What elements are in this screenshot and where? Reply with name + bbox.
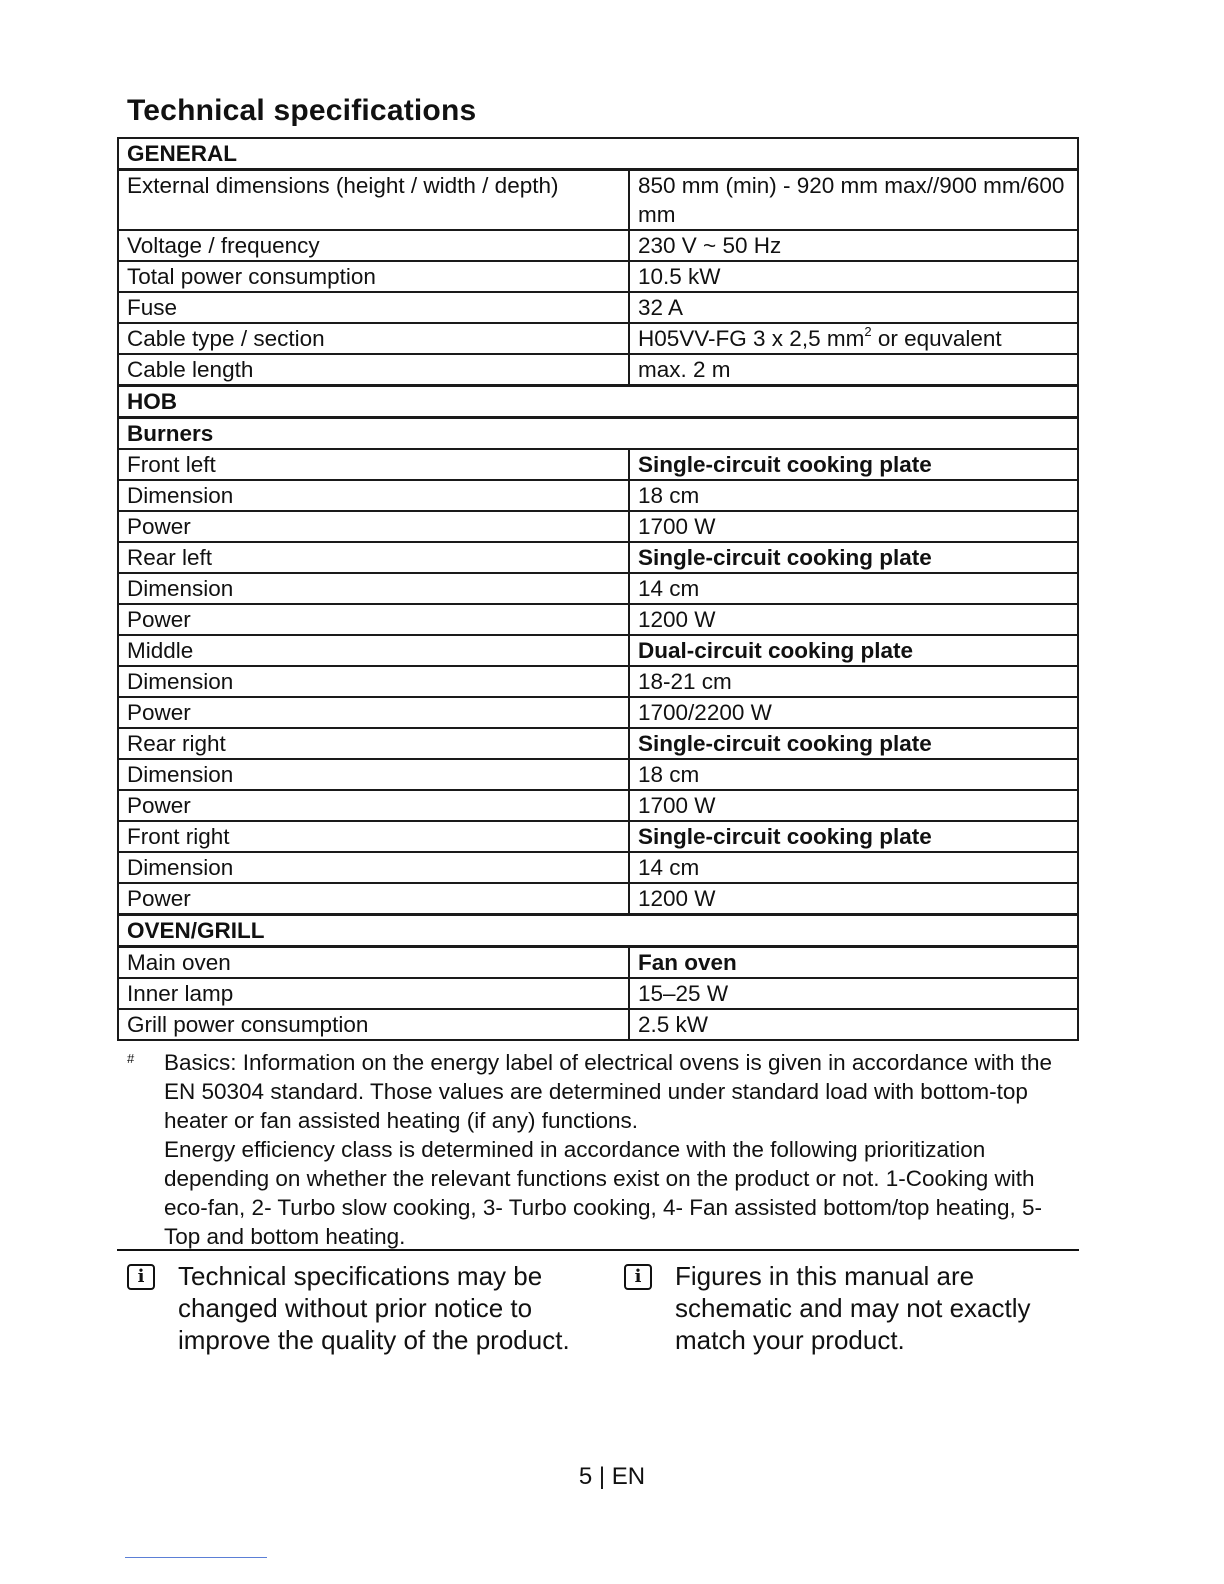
divider <box>117 1249 1079 1251</box>
section-hob <box>118 386 1078 418</box>
cable-type-value: H05VV-FG 3 x 2,5 mm <box>638 326 865 351</box>
row-value: 32 A <box>629 292 1078 323</box>
table-row <box>118 759 1078 790</box>
row-label: Fuse <box>118 292 629 323</box>
row-label: Cable length <box>118 354 629 386</box>
table-row <box>118 292 1078 323</box>
table-row <box>118 1009 1078 1040</box>
table-row <box>118 821 1078 852</box>
section-general <box>118 138 1078 170</box>
row-value: Fan oven <box>629 947 1078 979</box>
table-row <box>118 790 1078 821</box>
subsection-heading: Burners <box>118 418 1078 450</box>
subsection-burners <box>118 418 1078 450</box>
table-row <box>118 449 1078 480</box>
row-label: Power <box>118 790 629 821</box>
row-label: Power <box>118 883 629 915</box>
row-label: Grill power consumption <box>118 1009 629 1040</box>
row-value: 14 cm <box>629 852 1078 883</box>
table-row <box>118 978 1078 1009</box>
row-label: Front right <box>118 821 629 852</box>
section-oven <box>118 915 1078 947</box>
table-row <box>118 511 1078 542</box>
footnote-paragraph: Energy efficiency class is determined in accordance with the following prioritization depending on whether the relevant functions exist on the product or not. 1-Cooking with eco-fan, 2- Turbo slow cooking, 3- Turbo cooking, 4- Fan assisted bottom/top heating, 5-Top and bottom heating. <box>164 1137 1042 1249</box>
row-value: 18 cm <box>629 759 1078 790</box>
table-row <box>118 666 1078 697</box>
footnote-mark: # <box>127 1051 135 1066</box>
page-title: Technical specifications <box>127 94 477 127</box>
note-left <box>127 1260 572 1356</box>
section-heading: OVEN/GRILL <box>118 915 1078 947</box>
row-value: 230 V ~ 50 Hz <box>629 230 1078 261</box>
row-label: Rear left <box>118 542 629 573</box>
row-label: Voltage / frequency <box>118 230 629 261</box>
row-value: 1700 W <box>629 790 1078 821</box>
table-row <box>118 604 1078 635</box>
table-row <box>118 261 1078 292</box>
section-heading: GENERAL <box>118 138 1078 170</box>
row-value: 15–25 W <box>629 978 1078 1009</box>
row-value: 18-21 cm <box>629 666 1078 697</box>
info-icon: i <box>624 1264 652 1290</box>
row-value: 1200 W <box>629 604 1078 635</box>
row-value: 14 cm <box>629 573 1078 604</box>
row-value: 1700/2200 W <box>629 697 1078 728</box>
superscript: 2 <box>864 324 872 339</box>
note-text: Figures in this manual are schematic and may not exactly match your product. <box>675 1261 1031 1355</box>
row-value: Single-circuit cooking plate <box>629 821 1078 852</box>
row-label: Dimension <box>118 573 629 604</box>
row-value: 2.5 kW <box>629 1009 1078 1040</box>
row-label: Total power consumption <box>118 261 629 292</box>
row-label: Front left <box>118 449 629 480</box>
row-label: Middle <box>118 635 629 666</box>
cable-type-suffix: or equvalent <box>871 326 1002 351</box>
row-label: Power <box>118 604 629 635</box>
page-number: 5 | EN <box>578 1463 646 1490</box>
table-row <box>118 542 1078 573</box>
row-label: Main oven <box>118 947 629 979</box>
spec-table <box>117 137 1079 1041</box>
row-value <box>629 323 1078 354</box>
row-label: Power <box>118 511 629 542</box>
row-value: 10.5 kW <box>629 261 1078 292</box>
table-row <box>118 354 1078 386</box>
info-icon: i <box>127 1264 155 1290</box>
divider <box>125 1557 267 1558</box>
row-label: Cable type / section <box>118 323 629 354</box>
table-row <box>118 697 1078 728</box>
row-label: Power <box>118 697 629 728</box>
section-heading: HOB <box>118 386 1078 418</box>
row-label: External dimensions (height / width / depth) <box>118 170 629 231</box>
table-row <box>118 947 1078 979</box>
table-row <box>118 480 1078 511</box>
table-row <box>118 852 1078 883</box>
table-row <box>118 883 1078 915</box>
table-row <box>118 230 1078 261</box>
row-value: Dual-circuit cooking plate <box>629 635 1078 666</box>
row-value: 18 cm <box>629 480 1078 511</box>
row-value: 1700 W <box>629 511 1078 542</box>
row-value: Single-circuit cooking plate <box>629 728 1078 759</box>
footnote <box>127 1048 1072 1251</box>
row-value: Single-circuit cooking plate <box>629 449 1078 480</box>
row-label: Dimension <box>118 666 629 697</box>
row-label: Inner lamp <box>118 978 629 1009</box>
table-row <box>118 170 1078 231</box>
table-row <box>118 573 1078 604</box>
table-row <box>118 323 1078 354</box>
note-right <box>624 1260 1054 1356</box>
row-value: 1200 W <box>629 883 1078 915</box>
row-label: Dimension <box>118 852 629 883</box>
row-value: 850 mm (min) - 920 mm max//900 mm/600 mm <box>629 170 1078 231</box>
row-label: Dimension <box>118 759 629 790</box>
row-value: max. 2 m <box>629 354 1078 386</box>
note-text: Technical specifications may be changed without prior notice to improve the quality of the product. <box>178 1261 570 1355</box>
row-label: Dimension <box>118 480 629 511</box>
table-row <box>118 728 1078 759</box>
table-row <box>118 635 1078 666</box>
footnote-paragraph: Basics: Information on the energy label of electrical ovens is given in accordance with the EN 50304 standard. Those values are determined under standard load with bottom-top heater or fan assisted heating (if any) functions. <box>164 1050 1052 1133</box>
row-label: Rear right <box>118 728 629 759</box>
row-value: Single-circuit cooking plate <box>629 542 1078 573</box>
